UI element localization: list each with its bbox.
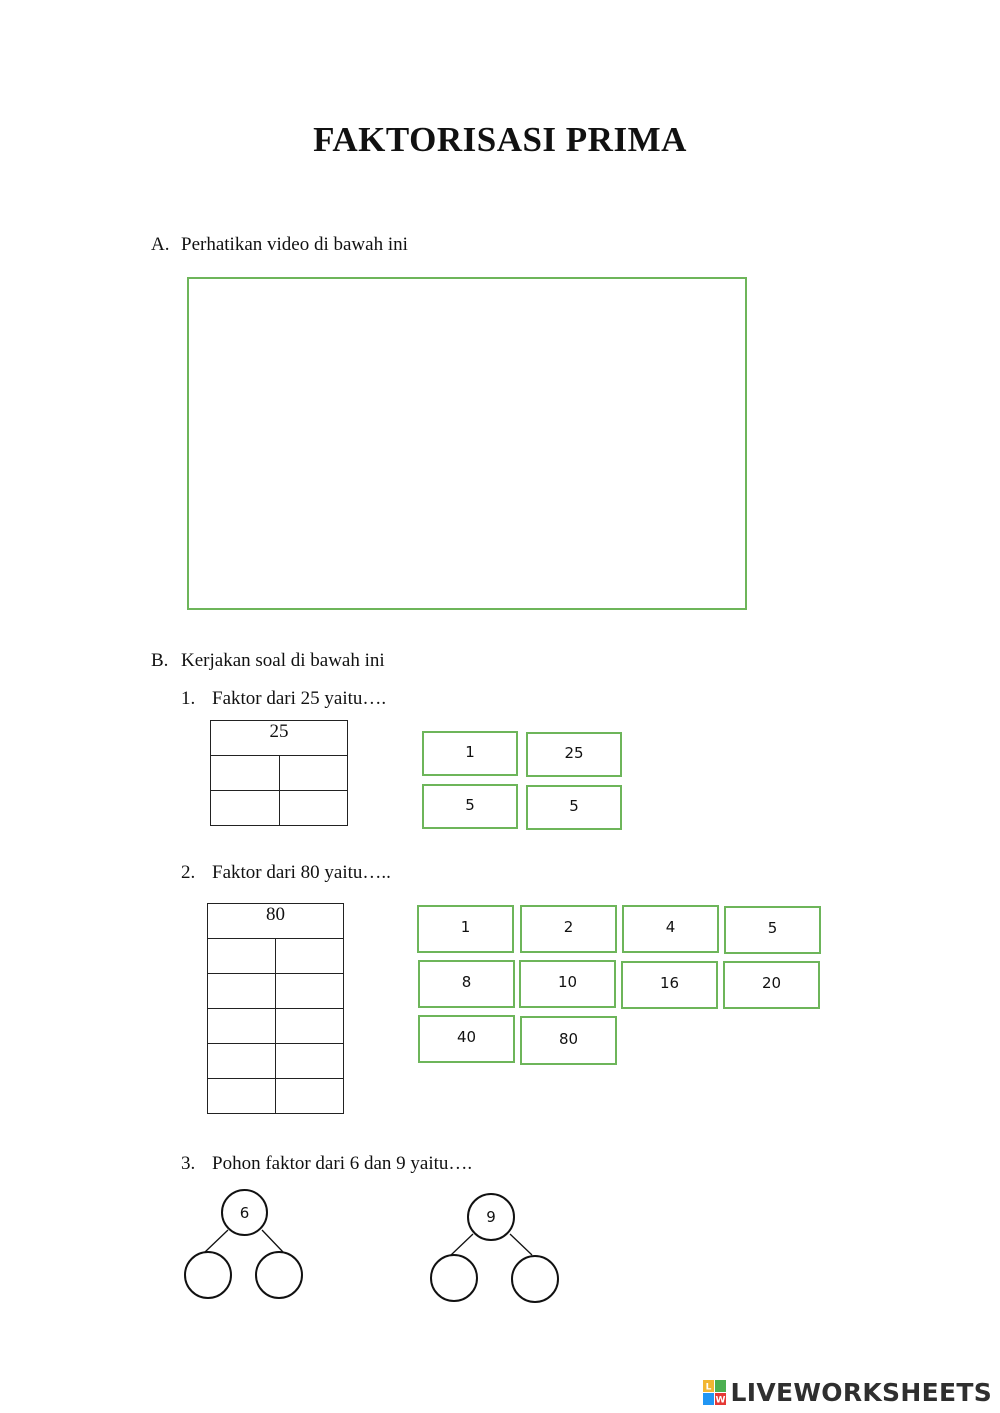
q2-answer-card[interactable]: 4 — [622, 905, 719, 953]
q1-answer-card[interactable]: 25 — [526, 732, 622, 777]
tree-a-right-branch — [262, 1230, 283, 1252]
tree-b-right-circle[interactable] — [511, 1255, 559, 1303]
q1-answer-card[interactable]: 5 — [422, 784, 518, 829]
q2-answer-card[interactable]: 8 — [418, 960, 515, 1008]
liveworksheets-mark-icon — [703, 1380, 727, 1406]
q2-number: 2. — [181, 862, 196, 883]
logo-mark-letter: W — [715, 1395, 726, 1405]
q1-answer-card[interactable]: 1 — [422, 731, 518, 776]
q2-answer-card[interactable]: 1 — [417, 905, 514, 953]
tree-b-root-circle: 9 — [467, 1193, 515, 1241]
section-b-label: B. — [151, 650, 169, 671]
q1-number: 1. — [181, 688, 196, 709]
section-a-label: A. — [151, 234, 170, 255]
section-a-text: Perhatikan video di bawah ini — [181, 234, 408, 255]
q3-text: Pohon faktor dari 6 dan 9 yaitu…. — [212, 1153, 473, 1174]
tree-a-root-circle: 6 — [221, 1189, 268, 1236]
q2-table-header: 80 — [208, 904, 344, 939]
q2-answer-card[interactable]: 5 — [724, 906, 821, 954]
section-b-text: Kerjakan soal di bawah ini — [181, 650, 385, 671]
q1-table-header: 25 — [211, 721, 348, 756]
tree-b-left-circle[interactable] — [430, 1254, 478, 1302]
liveworksheets-logo — [703, 1378, 992, 1407]
q2-answer-card[interactable]: 40 — [418, 1015, 515, 1063]
q2-text: Faktor dari 80 yaitu….. — [212, 862, 391, 883]
q3-number: 3. — [181, 1153, 196, 1174]
tree-a-right-circle[interactable] — [255, 1251, 303, 1299]
q1-answer-card[interactable]: 5 — [526, 785, 622, 830]
tree-b-right-branch — [510, 1234, 532, 1255]
logo-mark-letter: L — [705, 1382, 711, 1392]
q2-answer-card[interactable]: 80 — [520, 1016, 617, 1065]
q2-answer-card[interactable]: 16 — [621, 961, 718, 1009]
tree-a-left-branch — [205, 1230, 228, 1252]
q1-text: Faktor dari 25 yaitu…. — [212, 688, 387, 709]
q2-answer-card[interactable]: 2 — [520, 905, 617, 953]
page-title: FAKTORISASI PRIMA — [313, 120, 687, 159]
q2-answer-card[interactable]: 10 — [519, 960, 616, 1008]
tree-a-left-circle[interactable] — [184, 1251, 232, 1299]
q2-answer-card[interactable]: 20 — [723, 961, 820, 1009]
logo-text: LIVEWORKSHEETS — [730, 1378, 992, 1407]
tree-b-left-branch — [451, 1234, 473, 1255]
